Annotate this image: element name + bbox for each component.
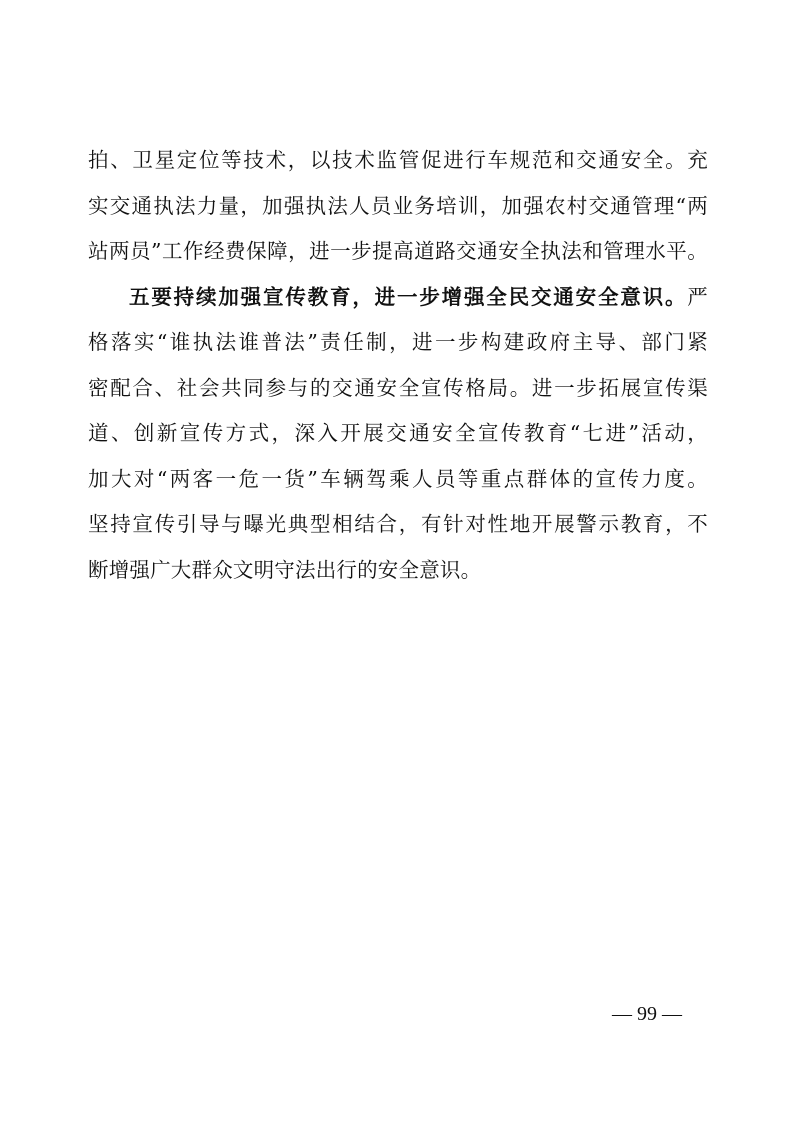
paragraph-line: 道、创新宣传方式，深入开展交通安全宣传教育“七进”活动， (88, 421, 708, 445)
paragraph-line: 密配合、社会共同参与的交通安全宣传格局。进一步拓展宣传渠 (88, 375, 708, 400)
paragraph-line: 断增强广大群众文明守法出行的安全意识。 (88, 557, 482, 582)
paragraph-heading-tail: 严 (687, 284, 708, 309)
paragraph-line: 坚持宣传引导与曝光典型相结合，有针对性地开展警示教育，不 (88, 512, 708, 536)
paragraph-heading: 五要持续加强宣传教育，进一步增强全民交通安全意识。 (129, 284, 688, 309)
paragraph-2 (88, 275, 708, 594)
paragraph-1 (88, 138, 708, 275)
paragraph-line: 拍、卫星定位等技术，以技术监管促进行车规范和交通安全。充 (88, 148, 708, 172)
document-body (88, 138, 708, 593)
paragraph-first-line (88, 275, 708, 321)
page-number: — 99 — (612, 1003, 682, 1025)
paragraph-line: 格落实“谁执法谁普法”责任制，进一步构建政府主导、部门紧 (88, 330, 708, 354)
paragraph-line: 实交通执法力量，加强执法人员业务培训，加强农村交通管理“两 (88, 193, 708, 218)
paragraph-line: 加大对“两客一危一货”车辆驾乘人员等重点群体的宣传力度。 (88, 466, 708, 491)
paragraph-line: 站两员”工作经费保障，进一步提高道路交通安全执法和管理水平。 (88, 239, 708, 263)
